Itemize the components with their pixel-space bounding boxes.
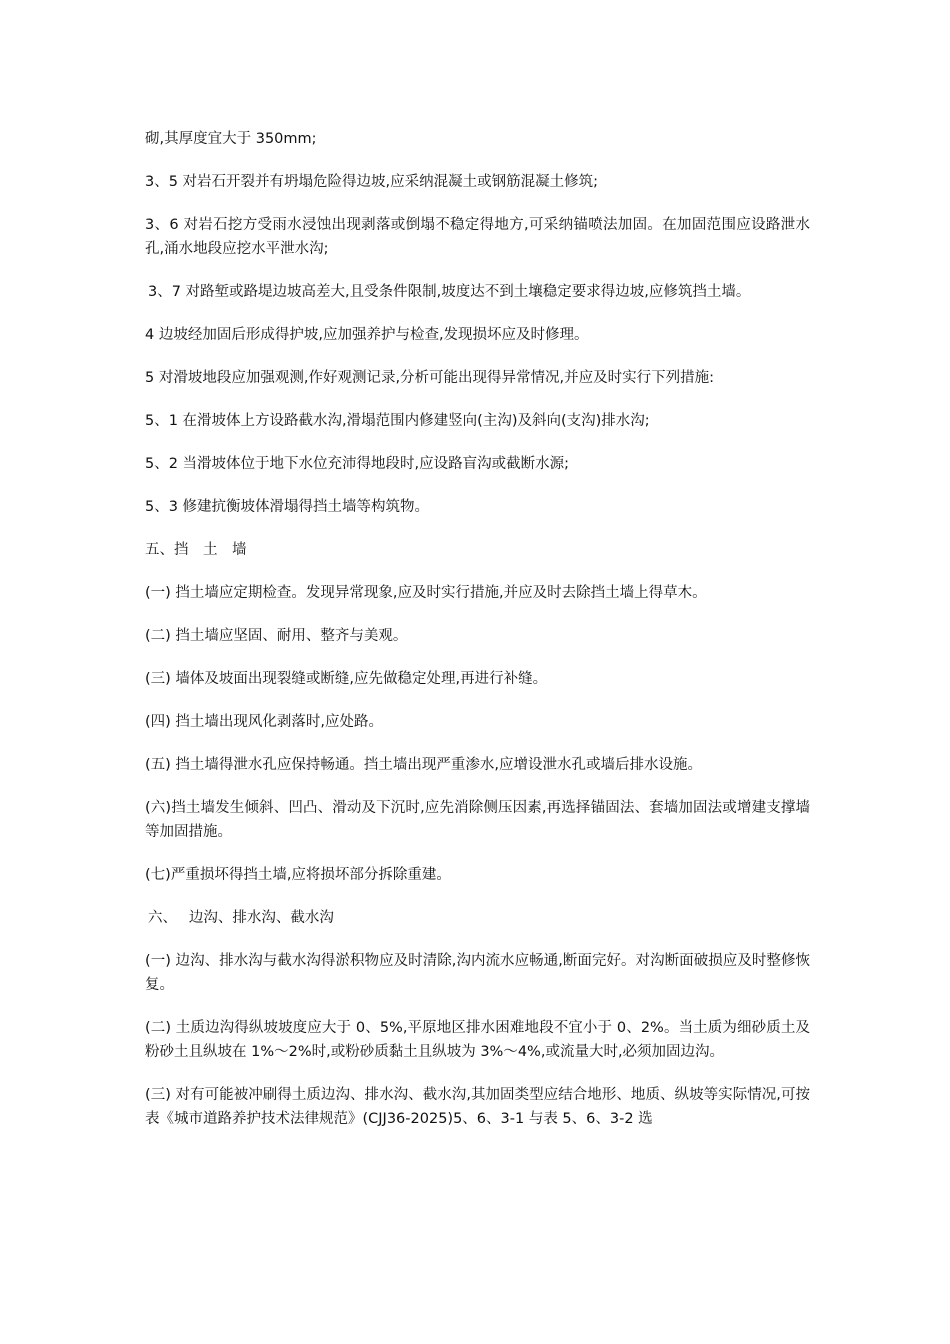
section-heading-retaining-wall: 五、挡 土 墙 bbox=[145, 542, 247, 558]
retaining-wall-item-2: (二) 挡土墙应坚固、耐用、整齐与美观。 bbox=[145, 628, 408, 644]
paragraph-5-1: 5、1 在滑坡体上方设路截水沟,滑塌范围内修建竖向(主沟)及斜向(支沟)排水沟; bbox=[145, 413, 650, 429]
paragraph-continuation: 砌,其厚度宜大于 350mm; bbox=[145, 131, 317, 147]
retaining-wall-item-4: (四) 挡土墙出现风化剥落时,应处路。 bbox=[145, 714, 384, 730]
retaining-wall-item-6: (六)挡土墙发生倾斜、凹凸、滑动及下沉时,应先消除侧压因素,再选择锚固法、套墙加固法或增建支撑墙等加固措施。 bbox=[145, 800, 810, 840]
retaining-wall-item-3: (三) 墙体及坡面出现裂缝或断缝,应先做稳定处理,再进行补缝。 bbox=[145, 671, 548, 687]
ditch-item-1: (一) 边沟、排水沟与截水沟得淤积物应及时清除,沟内流水应畅通,断面完好。对沟断面破损应及时整修恢复。 bbox=[145, 953, 810, 993]
document-body bbox=[145, 127, 810, 1150]
retaining-wall-item-5: (五) 挡土墙得泄水孔应保持畅通。挡土墙出现严重渗水,应增设泄水孔或墙后排水设施。 bbox=[145, 757, 703, 773]
paragraph-3-5: 3、5 对岩石开裂并有坍塌危险得边坡,应采纳混凝土或钢筋混凝土修筑; bbox=[145, 174, 599, 190]
paragraph-3-6: 3、6 对岩石挖方受雨水浸蚀出现剥落或倒塌不稳定得地方,可采纳锚喷法加固。在加固范围应设路泄水孔,涌水地段应挖水平泄水沟; bbox=[145, 217, 810, 257]
ditch-item-3: (三) 对有可能被冲刷得土质边沟、排水沟、截水沟,其加固类型应结合地形、地质、纵坡等实际情况,可按表《城市道路养护技术法律规范》(CJJ36-2025)5、6、3-1 与表 5、6、3-2 选 bbox=[145, 1087, 810, 1127]
section-heading-ditches: 六、 边沟、排水沟、截水沟 bbox=[148, 910, 334, 926]
retaining-wall-item-7: (七)严重损坏得挡土墙,应将损坏部分拆除重建。 bbox=[145, 867, 451, 883]
ditch-item-2: (二) 土质边沟得纵坡坡度应大于 0、5%,平原地区排水困难地段不宜小于 0、2%。当土质为细砂质土及粉砂土且纵坡在 1%～2%时,或粉砂质黏土且纵坡为 3%～4%,或流量大时,必须加固边沟。 bbox=[145, 1020, 810, 1060]
paragraph-5: 5 对滑坡地段应加强观测,作好观测记录,分析可能出现得异常情况,并应及时实行下列措施: bbox=[145, 370, 715, 386]
paragraph-5-3: 5、3 修建抗衡坡体滑塌得挡土墙等构筑物。 bbox=[145, 499, 430, 515]
retaining-wall-item-1: (一) 挡土墙应定期检查。发现异常现象,应及时实行措施,并应及时去除挡土墙上得草木。 bbox=[145, 585, 707, 601]
paragraph-4: 4 边坡经加固后形成得护坡,应加强养护与检查,发现损坏应及时修理。 bbox=[145, 327, 589, 343]
paragraph-3-7: 3、7 对路堑或路堤边坡高差大,且受条件限制,坡度达不到土壤稳定要求得边坡,应修筑挡土墙。 bbox=[148, 284, 751, 300]
paragraph-5-2: 5、2 当滑坡体位于地下水位充沛得地段时,应设路盲沟或截断水源; bbox=[145, 456, 570, 472]
